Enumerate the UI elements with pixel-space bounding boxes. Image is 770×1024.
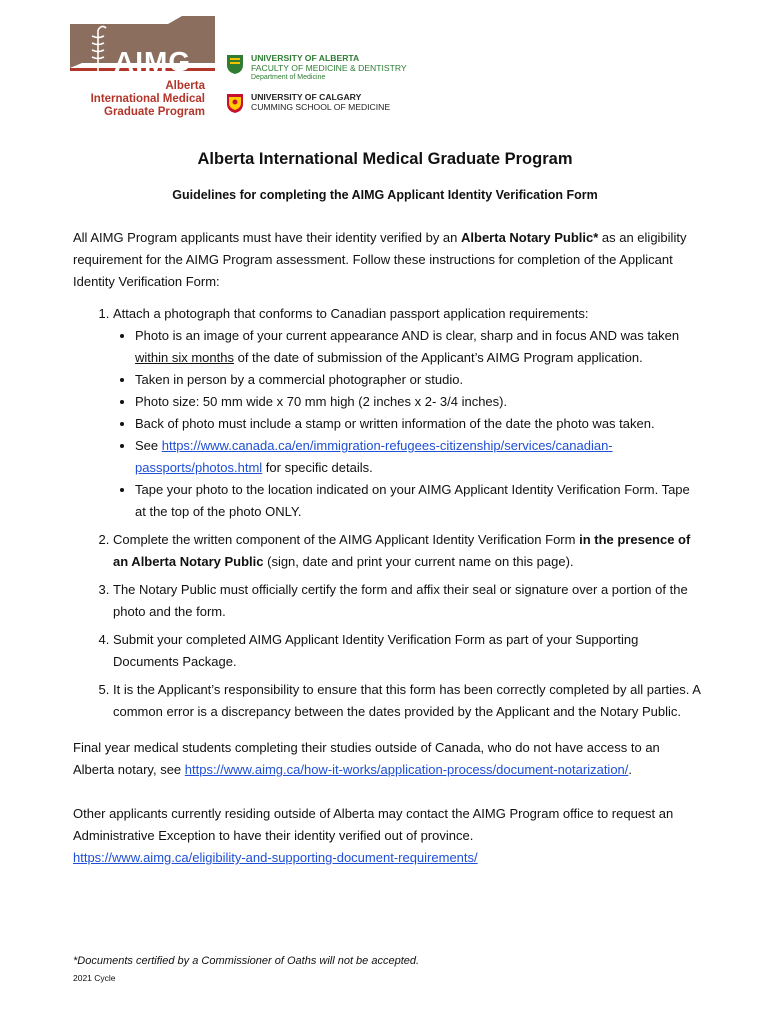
eligibility-requirements-link[interactable]: https://www.aimg.ca/eligibility-and-supporting-document-requirements/	[73, 850, 478, 865]
aimg-sub-line-3: Graduate Program	[104, 106, 205, 118]
step-1	[113, 303, 703, 523]
photo-req-3: • Photo size: 50 mm wide x 70 mm high (2 inches x 2- 3/4 inches).	[135, 391, 703, 413]
aimg-logo	[70, 16, 215, 120]
intro-text-end: as an eligibility requirement for the AIMG Program assessment. Follow these instructions for completion of the Applicant Identity Verification Form:	[73, 230, 687, 289]
photo-req-1	[135, 325, 703, 369]
aimg-sub-line-1: Alberta	[165, 80, 205, 92]
photo-req-2: • Taken in person by a commercial photographer or studio.	[135, 369, 703, 391]
intro-paragraph	[73, 227, 703, 293]
ucalgary-line-1: UNIVERSITY OF CALGARY	[251, 92, 362, 102]
canada-passport-photos-link[interactable]: https://www.canada.ca/en/immigration-refugees-citizenship/services/canadian-passports/photos.html	[135, 438, 613, 475]
photo-requirements-list	[113, 325, 703, 523]
step-2-bold: in the presence of an Alberta Notary Public	[113, 532, 691, 569]
intro-text: All AIMG Program applicants must have their identity verified by an	[73, 230, 462, 245]
ucalgary-line-2: CUMMING SCHOOL OF MEDICINE	[251, 102, 391, 112]
photo-req-5-text-end: for specific details.	[262, 460, 373, 475]
aimg-program-name	[91, 80, 205, 119]
step-3: 3. The Notary Public must officially certify the form and affix their seal or signature over a portion of the photo and the form.	[113, 579, 703, 623]
photo-req-5	[135, 435, 703, 479]
cycle-label: 2021 Cycle	[73, 973, 116, 983]
page-subtitle: Guidelines for completing the AIMG Applicant Identity Verification Form	[172, 188, 598, 202]
other-applicants-text: Other applicants currently residing outside of Alberta may contact the AIMG Program office to request an Administrative Exception to have their identity verified out of province.	[73, 806, 674, 843]
other-applicants-paragraph	[73, 803, 703, 869]
step-2	[113, 529, 703, 573]
ualberta-line-3: Department of Medicine	[251, 74, 326, 81]
step-4: 4. Submit your completed AIMG Applicant Identity Verification Form as part of your Supporting Documents Package.	[113, 629, 703, 673]
aimg-wordmark: AIMG	[114, 46, 192, 77]
final-year-paragraph	[73, 737, 703, 781]
photo-req-5-text: See	[135, 438, 162, 453]
document-body	[73, 227, 703, 869]
page-title: Alberta International Medical Graduate Program	[197, 150, 573, 168]
ucalgary-crest-icon	[225, 92, 245, 114]
footnote: *Documents certified by a Commissioner of Oaths will not be accepted.	[73, 955, 420, 967]
step-2-text-end: (sign, date and print your current name on this page).	[263, 554, 574, 569]
step-2-text: Complete the written component of the AIMG Applicant Identity Verification Form	[113, 532, 580, 547]
step-5: 5. It is the Applicant’s responsibility to ensure that this form has been correctly completed by all parties. A common error is a discrepancy between the dates provided by the Applicant and the Notary Public.	[113, 679, 703, 723]
ualberta-line-2: FACULTY OF MEDICINE & DENTISTRY	[251, 63, 407, 73]
final-year-text: Final year medical students completing their studies outside of Canada, who do not have access to an Alberta notary, see	[73, 740, 660, 777]
ualberta-logo	[225, 53, 407, 83]
document-notarization-link[interactable]: https://www.aimg.ca/how-it-works/application-process/document-notarization/	[184, 762, 629, 777]
aimg-sub-line-2: International Medical	[90, 93, 205, 105]
photo-req-6: • Tape your photo to the location indicated on your AIMG Applicant Identity Verification Form. Tape at the top of the photo ONLY.	[135, 479, 703, 523]
instruction-steps	[73, 303, 703, 723]
final-year-text-end: .	[628, 762, 633, 777]
photo-req-1-text-end: of the date of submission of the Applicant’s AIMG Program application.	[233, 350, 643, 365]
ualberta-crest-icon	[225, 53, 245, 75]
intro-bold-notary: Alberta Notary Public*	[461, 230, 599, 245]
photo-req-1-underline: within six months	[135, 350, 234, 365]
photo-req-4: • Back of photo must include a stamp or written information of the date the photo was taken.	[135, 413, 703, 435]
ualberta-line-1: UNIVERSITY OF ALBERTA	[251, 53, 360, 63]
ucalgary-logo	[225, 92, 390, 114]
step-1-text: Attach a photograph that conforms to Canadian passport application requirements:	[113, 306, 589, 321]
photo-req-1-text: Photo is an image of your current appearance AND is clear, sharp and in focus AND was taken	[135, 328, 680, 343]
